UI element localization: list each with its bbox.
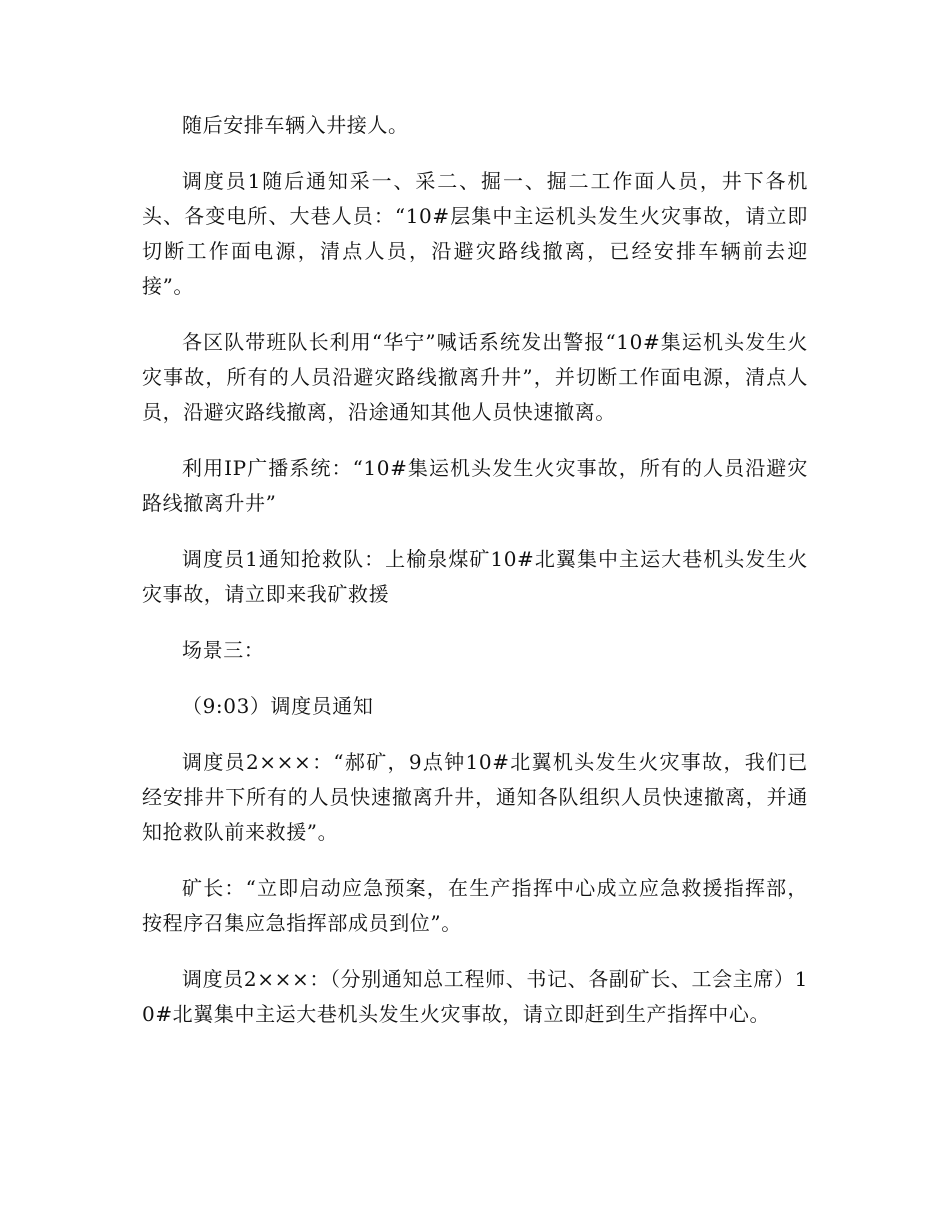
paragraph-dispatcher2-notify: 调度员2×××：（分别通知总工程师、书记、各副矿长、工会主席）10#北翼集中主运大巷机头发生火灾事故，请立即赶到生产指挥中心。 xyxy=(142,967,808,1026)
paragraph-ip-broadcast: 利用IP广播系统：“10#集运机头发生火灾事故，所有的人员沿避灾路线撤离升井” xyxy=(142,456,808,515)
paragraph-team-leader-alarm: 各区队带班队长利用“华宁”喊话系统发出警报“10#集运机头发生火灾事故，所有的人员沿避灾路线撤离升井”，并切断工作面电源，清点人员，沿避灾路线撤离，沿途通知其他人员快速撤离。 xyxy=(142,330,808,424)
paragraph-dispatcher2-report: 调度员2×××：“郝矿，9点钟10#北翼机头发生火灾事故，我们已经安排井下所有的人员快速撤离升井，通知各队组织人员快速撤离，并通知抢救队前来救援”。 xyxy=(142,750,808,844)
document-body xyxy=(142,108,808,1032)
paragraph-time-notice: （9:03）调度员通知 xyxy=(182,694,374,718)
paragraph-mine-director: 矿长：“立即启动应急预案，在生产指挥中心成立应急救援指挥部，按程序召集应急指挥部成员到位”。 xyxy=(142,876,808,935)
paragraph-dispatcher1-notice: 调度员1随后通知采一、采二、掘一、掘二工作面人员，井下各机头、各变电所、大巷人员：“10#层集中主运机头发生火灾事故，请立即切断工作面电源，清点人员，沿避灾路线撤离，已经安排车辆前去迎接”。 xyxy=(142,169,808,298)
paragraph-vehicle-arrangement: 随后安排车辆入井接人。 xyxy=(182,113,409,137)
paragraph-scene-three: 场景三： xyxy=(182,638,265,662)
paragraph-rescue-team-notice: 调度员1通知抢救队：上榆泉煤矿10#北翼集中主运大巷机头发生火灾事故，请立即来我矿救援 xyxy=(142,547,808,606)
